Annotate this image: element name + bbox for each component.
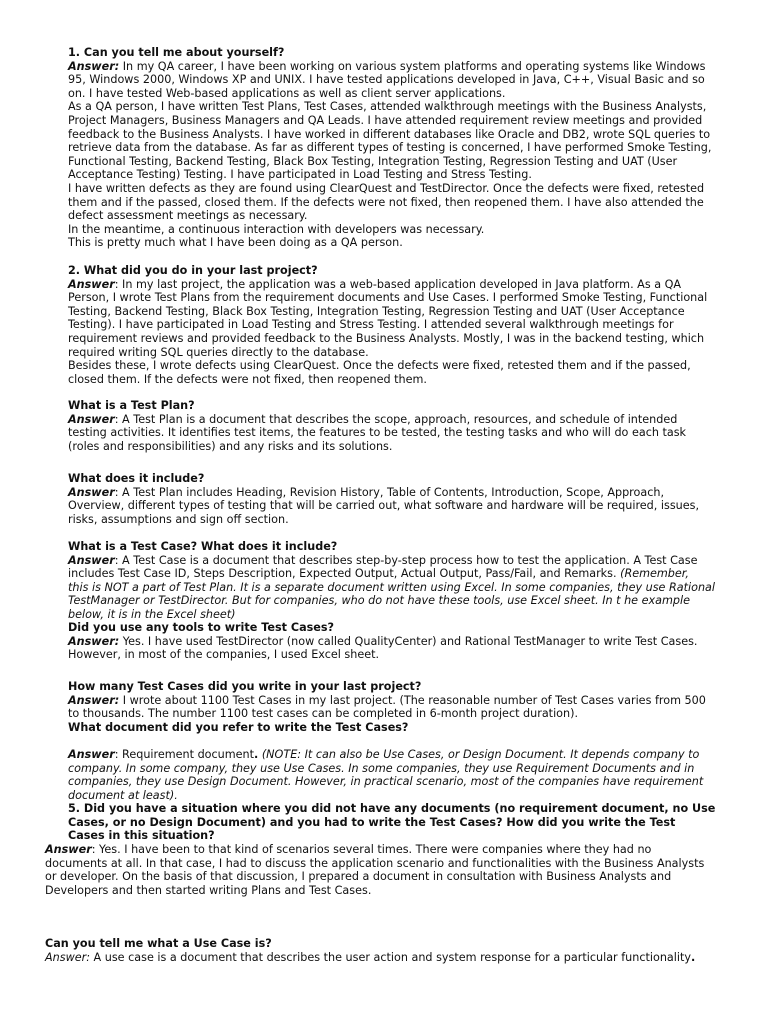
answer-line: As a QA person, I have written Test Plans, Test Cases, attended walkthrough meetings with the Business Analysts, (68, 100, 707, 114)
answer-line: on. I have tested Web-based applications as well as client server applications. (68, 86, 506, 100)
question-heading: Cases, or no Design Document) and you had to write the Test Cases? How did you write the Test (68, 815, 676, 829)
answer-line: requirement reviews and provided feedback to the Business Analysts. Mostly, I was in the backend testing, which (68, 331, 705, 345)
question-heading: 1. Can you tell me about yourself? (68, 46, 285, 59)
answer-line: to thousands. The number 1100 test cases can be completed in 6-month project duration). (68, 707, 579, 721)
answer-line: feedback to the Business Analysts. I have worked in different databases like Oracle and DB2, wrote SQL queries to (68, 127, 711, 141)
question-heading: What does it include? (68, 472, 205, 485)
answer-line: retrieve data from the database. As far as different types of testing is concerned, I have performed Smoke Testing, (68, 141, 712, 155)
answer-line: Answer: In my last project, the application was a web-based application developed in Java platform. As a QA (68, 277, 682, 291)
section-no-documents (68, 802, 728, 843)
question-heading: Did you use any tools to write Test Cases? (68, 621, 335, 634)
answer-line: Answer: In my QA career, I have been working on various system platforms and operating systems like Windows (68, 59, 706, 73)
answer-line: Functional Testing, Backend Testing, Black Box Testing, Integration Testing, Regression Testing and UAT (User (68, 154, 678, 168)
answer-label: Answer: (68, 634, 120, 648)
answer-line: Besides these, I wrote defects using ClearQuest. Once the defects were fixed, retested them and if the passed, (68, 359, 691, 373)
answer-line: includes Test Case ID, Steps Description, Expected Output, Actual Output, Pass/Fail, and Remarks. (Remember, (68, 567, 689, 581)
answer-line: Answer: A Test Plan includes Heading, Revision History, Table of Contents, Introduction, Scope, Approach, (68, 485, 665, 499)
answer-line: Person, I wrote Test Plans from the requirement documents and Use Cases. I performed Smoke Testing, Functional (68, 291, 708, 305)
answer-label: Answer (45, 843, 92, 856)
answer-line: Answer: Yes. I have used TestDirector (now called QualityCenter) and Rational TestManager to write Test Cases. (68, 634, 698, 648)
section-tools (68, 621, 728, 662)
answer-label: Answer (68, 748, 115, 761)
answer-label: Answer (68, 412, 115, 426)
section-test-plan (68, 399, 728, 453)
answer-line: Testing, Backend Testing, Black Box Testing, Integration Testing, Regression Testing and UAT (User Acceptance (68, 304, 685, 318)
answer-line: 95, Windows 2000, Windows XP and UNIX. I have tested applications developed in Java, C++, Visual Basic and so (68, 73, 705, 87)
question-heading: Cases in this situation? (68, 829, 215, 843)
section-last-project (68, 264, 728, 386)
answer-line: I have written defects as they are found using ClearQuest and TestDirector. Once the defects were fixed, retested (68, 181, 705, 195)
answer-line: them and if the passed, closed them. If the defects were not fixed, then reopened them. I have also attended the (68, 195, 704, 209)
answer-line: risks, assumptions and sign off section. (68, 512, 289, 526)
answer-line: Answer: I wrote about 1100 Test Cases in my last project. (The reasonable number of Test Cases varies from 500 (68, 693, 706, 707)
answer-line: (roles and responsibilities) and any risks and its solutions. (68, 439, 393, 453)
section-no-documents-answer (45, 843, 705, 897)
answer-line: testing activities. It identifies test items, the features to be tested, the testing tasks and who will do each task (68, 426, 687, 440)
answer-label: Answer (68, 277, 115, 291)
answer-line: This is pretty much what I have been doing as a QA person. (68, 236, 403, 250)
note-line: below, it is in the Excel sheet) (68, 607, 236, 621)
section-test-case-count (68, 680, 728, 734)
section-use-case (45, 937, 705, 964)
answer-line: Developers and then started writing Plans and Test Cases. (45, 883, 372, 897)
section-test-plan-contents (68, 472, 728, 526)
answer-line: Answer: A use case is a document that describes the user action and system response for a particular functionality. (45, 950, 696, 964)
answer-line: Testing). I have participated in Load Testing and Stress Testing. I attended several walkthrough meetings for (68, 318, 674, 332)
answer-line: However, in most of the companies, I used Excel sheet. (68, 648, 380, 662)
section-reference-document (68, 748, 728, 802)
question-heading: 2. What did you do in your last project? (68, 264, 318, 277)
answer-label: Answer: (68, 59, 120, 73)
answer-label: Answer: (45, 950, 90, 964)
question-heading: 5. Did you have a situation where you did not have any documents (no requirement document, no Use (68, 802, 716, 815)
question-heading: What is a Test Plan? (68, 399, 195, 412)
answer-line: or developer. On the basis of that discussion, I prepared a document in consultation with Business Analysts and (45, 870, 672, 884)
answer-line: defect assessment meetings as necessary. (68, 209, 308, 223)
answer-line: Answer: A Test Case is a document that describes step-by-step process how to test the application. A Test Case (68, 553, 698, 567)
answer-line: Answer: Requirement document. (NOTE: It can also be Use Cases, or Design Document. It depends company to (68, 748, 700, 761)
answer-line: required writing SQL queries directly to the database. (68, 345, 369, 359)
note-line: this is NOT a part of Test Plan. It is a separate document written using Excel. In some companies, they use Rational (68, 580, 716, 594)
question-heading: What is a Test Case? What does it include? (68, 540, 338, 553)
section-test-case (68, 540, 728, 622)
answer-line: In the meantime, a continuous interaction with developers was necessary. (68, 222, 485, 236)
note-line: TestManager or TestDirector. But for companies, who do not have these tools, use Excel sheet. In t he example (68, 594, 690, 608)
answer-line: Acceptance Testing) Testing. I have participated in Load Testing and Stress Testing. (68, 168, 532, 182)
note-line: document at least). (68, 788, 178, 802)
answer-line: Answer: A Test Plan is a document that describes the scope, approach, resources, and schedule of intended (68, 412, 678, 426)
question-heading: What document did you refer to write the Test Cases? (68, 720, 409, 734)
answer-label: Answer (68, 485, 115, 499)
answer-line: documents at all. In that case, I had to discuss the application scenario and functionalities with the Business Analysts (45, 856, 705, 870)
note-line: companies, they use Design Document. However, in practical scenario, most of the companies have requirement (68, 775, 704, 789)
note-line: company. In some company, they use Use Cases. In some companies, they use Requirement Documents and in (68, 761, 695, 775)
answer-label: Answer: (68, 693, 120, 707)
question-heading: How many Test Cases did you write in your last project? (68, 680, 422, 693)
answer-label: Answer (68, 553, 115, 567)
question-heading: Can you tell me what a Use Case is? (45, 937, 272, 950)
answer-line: Answer: Yes. I have been to that kind of scenarios several times. There were companies where they had no (45, 843, 652, 856)
section-about-yourself (68, 46, 728, 250)
answer-line: closed them. If the defects were not fixed, then reopened them. (68, 372, 427, 386)
answer-line: Project Managers, Business Managers and QA Leads. I have attended requirement review meetings and provided (68, 113, 703, 127)
answer-line: Overview, different types of testing that will be carried out, what software and hardware will be required, issues, (68, 499, 700, 513)
